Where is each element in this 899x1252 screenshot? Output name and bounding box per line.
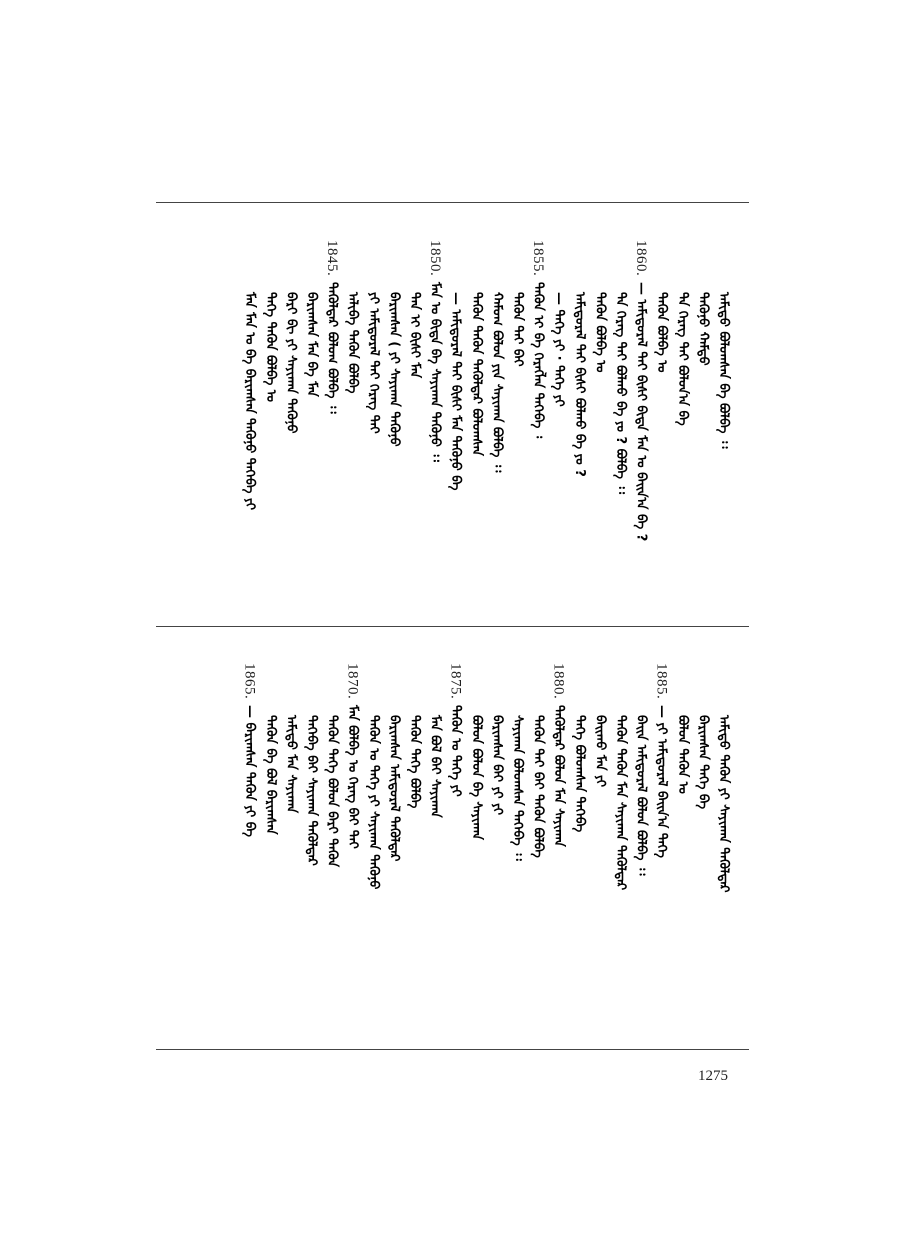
text-column: [403, 715, 425, 808]
text-column: [382, 292, 404, 447]
mongolian-text: ᠪᠠᠷᠢ ᠪᠢ ᠶᠢ ᠰᠠᠶᠢᠬᠠᠨ ᠲᠡᠭᠦᠨᠦ: [283, 292, 299, 434]
text-column: [691, 292, 713, 366]
mongolian-text: ᠪᠠᠢᠨ ᠠᠮᠢᠳᠤᠷᠠᠯ ᠪᠣᠯᠣᠨ ᠪᠣᠯᠪᠠ ᠄᠄: [633, 715, 649, 876]
mongolian-text: ᠪᠣᠯᠣᠨ ᠲᠡᠭᠦᠨ ᠤ: [674, 715, 690, 794]
mongolian-text: ᠲᠡᠭᠦᠨ ᠲᠡᠢ ᠪᠠᠢ ᠲᠡᠭᠦᠨ ᠪᠣᠯᠪᠠ: [530, 715, 546, 858]
mongolian-text: ᠬᠠᠮᠤᠭ ᠪᠣᠯᠣᠨ ᠶᠢᠨ ᠰᠠᠶᠢᠬᠠᠨ ᠪᠣᠯᠪᠠ ᠄᠄: [489, 292, 505, 473]
mongolian-text: ᠮᠠᠨ ᠤ ᠪᠢᠳᠡ ᠪᠠ ᠰᠠᠶᠢᠬᠠᠨ ᠲᠡᠭᠦᠨᠦ ᠄᠄: [427, 282, 443, 463]
mongolian-text: ᠲᠡᠭᠦᠯᠳᠡᠷ ᠪᠣᠯᠣᠨ ᠮᠠᠨ ᠰᠠᠶᠢᠬᠠᠨ: [551, 705, 567, 848]
text-column: [238, 292, 260, 510]
mongolian-text: ᠲᠡᠭᠦᠨᠦ ᠬᠠᠮᠲᠤ: [695, 292, 711, 366]
mongolian-text: ᠲᠡᠭᠦᠨ ᠤ ᠲᠡᠭᠡ ᠶᠢ ᠰᠠᠶᠢᠬᠠᠨ ᠲᠡᠭᠦᠨᠦ: [365, 715, 381, 890]
mongolian-text: ᠲᠡᠭᠦᠨ ᠤ ᠲᠡᠭᠡ ᠶᠢ: [448, 705, 464, 797]
mongolian-text: ᠲᠡᠭᠦᠨ ᠪᠣᠯᠪᠠ ᠤ: [654, 292, 670, 373]
mongolian-text: ᠪᠠᠷᠢᠭᠰᠠᠨ ᠪᠠᠢ ᠶᠢ ᠶᠢ: [489, 715, 505, 816]
text-column: [300, 292, 322, 397]
mongolian-text: ᠪᠣᠯᠣᠨ ᠪᠣᠯᠣᠨ ᠪᠠ ᠰᠠᠶᠢᠬᠠᠨ: [468, 715, 484, 840]
mongolian-text: ᠠᠮᠢᠳᠤ ᠪᠣᠯᠣᠭᠰᠠᠨ ᠪᠠ ᠪᠣᠯᠪᠠ ᠄᠄: [716, 292, 731, 449]
mongolian-text: ᠲᠡᠭᠦᠨ ᠲᠡᠭᠡ ᠪᠣᠯᠪᠠ: [407, 715, 422, 809]
line-number: 1865.: [241, 663, 258, 700]
text-column: [362, 292, 384, 434]
mongolian-text: ᠠᠯᠢᠪᠠ ᠲᠡᠭᠦᠨ ᠪᠣᠯᠪᠠ: [345, 292, 361, 394]
mongolian-text: — ᠶᠢ ᠠᠮᠢᠳᠤᠷᠠᠯ ᠪᠠᠢᠨ᠎ᠠ ᠲᠡᠭᠡ: [654, 705, 670, 859]
mongolian-text: ᠠᠮᠢᠳᠤ ᠲᠡᠭᠦᠨ ᠶᠢ ᠰᠠᠶᠢᠬᠠᠨ ᠲᠡᠭᠦᠯᠳᠡᠷ: [716, 715, 731, 893]
page-number: 1275: [698, 1068, 728, 1084]
text-column: [630, 715, 652, 876]
text-column: [321, 715, 343, 867]
text-column: [547, 663, 569, 847]
text-column: [465, 292, 487, 456]
text-column: [259, 715, 281, 835]
text-column: [362, 715, 384, 889]
mongolian-text: ᠲᠡᠭᠦᠨ ᠲᠡᠭᠡ ᠪᠣᠯᠤᠨ ᠪᠠᠷᠢ ᠲᠡᠭᠦᠨ: [324, 715, 340, 868]
mongolian-text: — ᠠᠮᠢᠳᠤᠷᠠᠯ ᠲᠡᠢ ᠪᠢᠰᠢ ᠪᠢᠳᠡ ᠮᠠᠨ ᠤ ᠪᠠᠢᠨ᠎ᠠ ᠪᠠ ?: [633, 282, 649, 542]
mongolian-text: ᠲᠡᠭᠦᠯᠳᠡᠷ ᠪᠣᠯᠣᠭ ᠪᠣᠯᠪᠠ ᠄᠄: [324, 282, 340, 414]
mongolian-text: — ᠲᠡᠭᠡ ᠶᠢ · ᠲᠡᠭᠡ ᠶᠢ: [551, 292, 567, 407]
text-column: [506, 715, 528, 861]
text-column: [424, 240, 446, 462]
text-column: [444, 663, 466, 797]
mongolian-text: ᠲᠡᠭᠦᠨ ᠲᠡᠢ ᠪᠠᠢ: [510, 292, 525, 367]
line-number: 1850.: [427, 240, 444, 277]
text-column: [671, 715, 693, 794]
text-column: [712, 292, 734, 449]
text-column: [609, 292, 631, 494]
mongolian-text: ᠲᠡᠭᠦᠨ ᠲᠡᠭᠦᠨ ᠮᠠᠨ ᠰᠠᠶᠢᠬᠠᠨ ᠲᠡᠭᠦᠯᠳᠡᠷ: [613, 715, 628, 891]
line-number: 1880.: [550, 663, 567, 700]
text-column: [568, 715, 590, 832]
text-column: [547, 292, 569, 407]
mongolian-text: ᠲᠡᠭᠦᠨ ᠲᠡᠭᠦᠨ ᠲᠡᠭᠦᠯᠳᠡᠷ ᠪᠣᠯᠣᠭᠰᠠᠨ: [468, 292, 484, 456]
text-column: [424, 715, 446, 818]
text-column: [691, 715, 713, 809]
mongolian-text: ᠲᠡᠭᠡᠪᠡ ᠪᠠᠢ ᠰᠠᠶᠢᠬᠠᠨ ᠲᠡᠭᠦᠯᠳᠡᠷ: [304, 715, 319, 866]
text-column: [568, 292, 590, 477]
text-column: [341, 292, 363, 394]
mongolian-text: ᠲᠠᠨ ᠢ ᠪᠢᠰᠢ ᠮᠠᠨ: [407, 292, 422, 379]
mongolian-text: ᠮᠠᠨ ᠪᠣᠯ ᠪᠠᠢ ᠰᠠᠶᠢᠬᠠᠨ: [427, 715, 443, 818]
text-column: [382, 715, 404, 861]
middle-rule: [156, 626, 749, 627]
text-column: [279, 292, 301, 433]
mongolian-text: ᠪᠠᠷᠢᠭᠰᠠᠨ ᠮᠠᠨ ᠪᠠ ᠮᠠᠨ: [304, 292, 319, 397]
mongolian-text: ᠪᠠᠷᠢᠭᠰᠠᠨ ᠠᠮᠢᠳᠤᠷᠠᠯ ᠲᠡᠭᠦᠯᠳᠡᠷ: [386, 715, 402, 862]
mongolian-text: ᠮᠠᠨ ᠪᠣᠯᠪᠠ ᠤ ᠬᠡᠷᠡᠭ ᠪᠠᠢ ᠲᠡᠢ: [345, 705, 361, 850]
line-number: 1860.: [633, 240, 650, 277]
mongolian-text: ᠶᠢ ᠠᠮᠢᠳᠤᠷᠠᠯ ᠲᠠᠢ ᠬᠡᠷᠡᠭ ᠲᠡᠢ: [365, 292, 381, 434]
mongolian-text: — ᠪᠠᠷᠢᠭᠰᠠᠨ ᠲᠡᠭᠦᠨ ᠶᠢ ᠪᠠ: [242, 705, 258, 838]
text-column: [300, 715, 322, 866]
text-column: [485, 715, 507, 815]
line-number: 1885.: [653, 663, 670, 700]
text-column: [321, 240, 343, 414]
mongolian-text: ᠪᠠᠷᠢᠭᠰᠠᠨ ᠲᠡᠭᠡ ᠪᠠ: [695, 715, 711, 810]
mongolian-text: ᠲᠡᠭᠡ ᠪᠣᠯᠣᠭᠰᠠᠨ ᠲᠡᠭᠡᠪᠡ: [571, 715, 587, 833]
text-column: [403, 292, 425, 378]
mongolian-text: ᠠᠮᠢᠳᠤᠷᠠᠯ ᠲᠡᠢ ᠪᠢᠰᠢ ᠪᠣᠯᠬᠤ ᠪᠠ ᠶᠤ ?: [571, 292, 587, 477]
mongolian-text: ᠪᠠᠢᠬᠤ ᠮᠠᠨ ᠶᠢ: [592, 715, 608, 788]
text-column: [588, 292, 610, 372]
text-column: [279, 715, 301, 813]
top-rule: [156, 202, 749, 203]
bottom-rule: [156, 1049, 749, 1050]
text-column: [527, 715, 549, 858]
text-column: [506, 292, 528, 367]
text-column: [609, 715, 631, 890]
text-column: [465, 715, 487, 840]
mongolian-text: ᠲᠡᠭᠦᠨ ᠪᠠ ᠪᠣᠯ ᠪᠠᠷᠢᠭᠰᠠᠨ: [262, 715, 278, 835]
text-column: [588, 715, 610, 787]
mongolian-text: ᠪᠠᠷᠢᠭᠰᠠᠨ ( ᠶᠢ ᠰᠠᠶᠢᠬᠠᠨ ᠲᠡᠭᠦᠨᠦ: [386, 292, 402, 447]
text-column: [630, 240, 652, 542]
text-column: [671, 292, 693, 426]
mongolian-text: ᠲᠡ ᠬᠡᠷᠡᠭ ᠲᠠᠢ ᠪᠣᠯᠬᠤ ᠪᠠ ᠶᠤ ? ᠪᠣᠯᠪᠠ ᠄᠄: [613, 292, 628, 495]
text-column: [650, 663, 672, 858]
text-column: [341, 663, 363, 849]
mongolian-text: ᠮᠠᠨ ᠮᠠᠨ ᠤ ᠪᠠ ᠪᠠᠷᠢᠭᠰᠠᠨ ᠲᠡᠭᠦᠨᠦ ᠲᠡᠭᠡᠪᠡ ᠶᠢ: [242, 292, 258, 510]
text-column: [238, 663, 260, 837]
text-column: [259, 292, 281, 402]
line-number: 1855.: [530, 240, 547, 277]
mongolian-text: ᠰᠠᠶᠢᠬᠠᠨ ᠪᠣᠯᠣᠭᠰᠠᠨ ᠲᠡᠭᠡᠪᠡ ᠄᠄: [510, 715, 525, 861]
line-number: 1875.: [447, 663, 464, 700]
text-column: [650, 292, 672, 372]
text-column: [485, 292, 507, 472]
mongolian-text: ᠲᠡ ᠬᠡᠷᠡᠭ ᠲᠠᠢ ᠪᠣᠯᠤᠨ᠎ᠠ ᠪᠠ: [674, 292, 690, 426]
mongolian-text: ᠲᠡᠭᠦᠨ ᠪᠣᠯᠪᠠ ᠤ: [592, 292, 608, 373]
mongolian-text: ᠲᠡᠭᠡ ᠲᠡᠭᠦᠨ ᠪᠣᠯᠪᠠ ᠤ: [262, 292, 278, 403]
mongolian-text: — ᠠᠮᠢᠳᠤᠷᠠᠯ ᠲᠡᠢ ᠪᠢᠰᠢ ᠮᠠᠨ ᠲᠡᠭᠦᠨᠦ ᠪᠠ: [448, 292, 464, 491]
text-column: [444, 292, 466, 491]
mongolian-text: ᠠᠮᠢᠳᠤ ᠮᠠᠨ ᠰᠠᠶᠢᠬᠠᠨ: [283, 715, 299, 814]
mongolian-text: ᠲᠡᠭᠦᠨ ᠢ ᠪᠠ ᠬᠡᠷᠡᠭᠯᠡᠨ ᠲᠡᠭᠡᠪᠡ ᠄: [530, 282, 546, 439]
line-number: 1845.: [324, 240, 341, 277]
text-column: [712, 715, 734, 892]
line-number: 1870.: [344, 663, 361, 700]
text-column: [527, 240, 549, 438]
